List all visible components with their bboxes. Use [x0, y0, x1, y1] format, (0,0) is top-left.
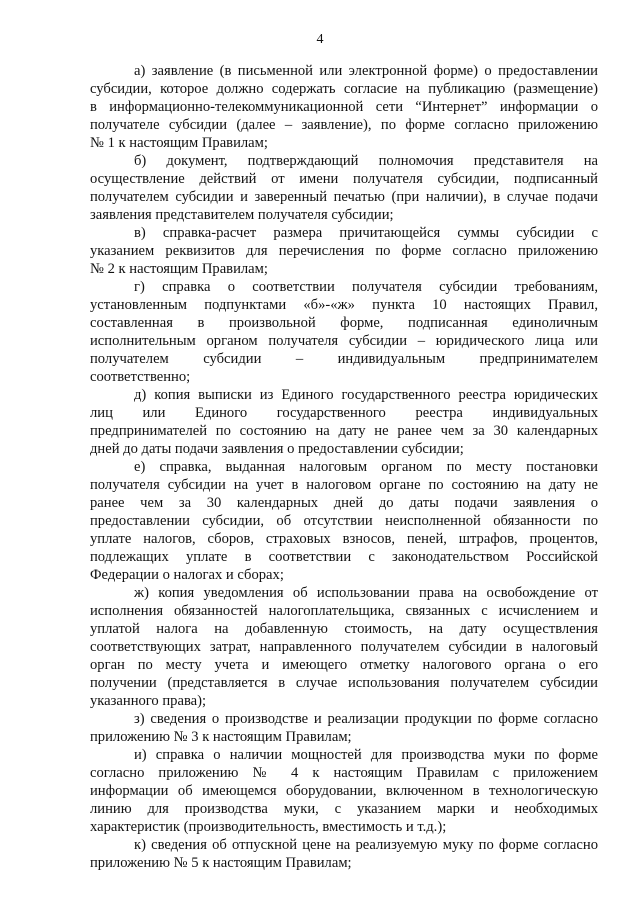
paragraph-line: получателем субсидии – индивидуальным предпринимателем — [90, 351, 598, 367]
paragraph-line: указанного права); — [90, 693, 207, 709]
paragraph-line: предоставлении субсидии, об отсутствии неисполненной обязанности по — [90, 513, 598, 529]
paragraph-item-e — [90, 458, 598, 584]
paragraph-line: согласно приложению № 4 к настоящим Правилам с приложением — [90, 765, 598, 781]
paragraph-line: субсидии, которое должно содержать согласие на публикацию (размещение) — [90, 81, 598, 97]
paragraph-item-b — [90, 152, 598, 224]
paragraph-line: г) справка о соответствии получателя субсидии требованиям, — [134, 279, 598, 295]
paragraph-line: орган по месту учета и имеющего отметку налогового органа о его — [90, 657, 598, 673]
paragraph-line: и) справка о наличии мощностей для производства муки по форме — [134, 747, 598, 763]
paragraph-line: уплатой налога на добавленную стоимость, на дату осуществления — [90, 621, 598, 637]
paragraph-item-i — [90, 746, 598, 836]
paragraph-line: Федерации о налогах и сборах; — [90, 567, 284, 583]
paragraph-line: осуществление действий от имени получателя субсидии, подписанный — [90, 171, 598, 187]
paragraph-item-a — [90, 62, 598, 152]
paragraph-line: приложению № 3 к настоящим Правилам; — [90, 729, 352, 745]
paragraph-item-v — [90, 224, 598, 278]
paragraph-line: указанием реквизитов для перечисления по форме согласно приложению — [90, 243, 598, 259]
paragraph-line: ж) копия уведомления об использовании права на освобождение от — [134, 585, 598, 601]
paragraph-line: з) сведения о производстве и реализации продукции по форме согласно — [134, 711, 598, 727]
paragraph-line: получателя субсидии на учет в налоговом органе по состоянию на дату не — [90, 477, 598, 493]
paragraph-line: подлежащих уплате в соответствии с законодательством Российской — [90, 549, 598, 565]
paragraph-item-g — [90, 278, 598, 386]
paragraph-item-d — [90, 386, 598, 458]
paragraph-line: дней до даты подачи заявления о предоставлении субсидии; — [90, 441, 464, 457]
paragraph-line: е) справка, выданная налоговым органом по месту постановки — [134, 459, 598, 475]
paragraph-line: исполнения обязанностей налогоплательщика, связанных с исчислением и — [90, 603, 598, 619]
paragraph-line: информации об имеющемся оборудовании, включенном в технологическую — [90, 783, 598, 799]
paragraph-item-k — [90, 836, 598, 872]
paragraph-line: характеристик (производительность, вместимость и т.д.); — [90, 819, 447, 835]
paragraph-line: установленным подпунктами «б»-«ж» пункта 10 настоящих Правил, — [90, 297, 598, 313]
paragraph-line: исполнительным органом получателя субсидии – юридического лица или — [90, 333, 598, 349]
paragraph-line: в информационно-телекоммуникационной сети “Интернет” информации о — [90, 99, 598, 115]
paragraph-line: соответствующих затрат, направленного получателем субсидии в налоговый — [90, 639, 598, 655]
paragraph-line: д) копия выписки из Единого государственного реестра юридических — [134, 387, 598, 403]
paragraph-line: лиц или Единого государственного реестра индивидуальных — [90, 405, 598, 421]
paragraph-line: получателем субсидии и заверенный печатью (при наличии), в случае подачи — [90, 189, 598, 205]
paragraph-line: ранее чем за 30 календарных дней до даты подачи заявления о — [90, 495, 598, 511]
paragraph-line: б) документ, подтверждающий полномочия представителя на — [134, 153, 598, 169]
paragraph-item-zh — [90, 584, 598, 710]
paragraph-line: № 2 к настоящим Правилам; — [90, 261, 268, 277]
paragraph-line: № 1 к настоящим Правилам; — [90, 135, 268, 151]
paragraph-line: а) заявление (в письменной или электронной форме) о предоставлении — [134, 63, 598, 79]
paragraph-line: к) сведения об отпускной цене на реализуемую муку по форме согласно — [134, 837, 598, 853]
paragraph-line: получении (представляется в случае использования получателем субсидии — [90, 675, 598, 691]
paragraph-item-z — [90, 710, 598, 746]
paragraph-line: линию для производства муки, с указанием марки и необходимых — [90, 801, 598, 817]
paragraph-line: уплате налогов, сборов, страховых взносов, пеней, штрафов, процентов, — [90, 531, 598, 547]
paragraph-line: получателе субсидии (далее – заявление), по форме согласно приложению — [90, 117, 598, 133]
document-body — [90, 62, 598, 872]
paragraph-line: предпринимателей по состоянию на дату не ранее чем за 30 календарных — [90, 423, 598, 439]
paragraph-line: в) справка-расчет размера причитающейся суммы субсидии с — [134, 225, 598, 241]
paragraph-line: соответственно; — [90, 369, 191, 385]
paragraph-line: составленная в произвольной форме, подписанная единоличным — [90, 315, 598, 331]
paragraph-line: приложению № 5 к настоящим Правилам; — [90, 855, 352, 871]
page-number: 4 — [316, 32, 324, 47]
paragraph-line: заявления представителем получателя субсидии; — [90, 207, 394, 223]
